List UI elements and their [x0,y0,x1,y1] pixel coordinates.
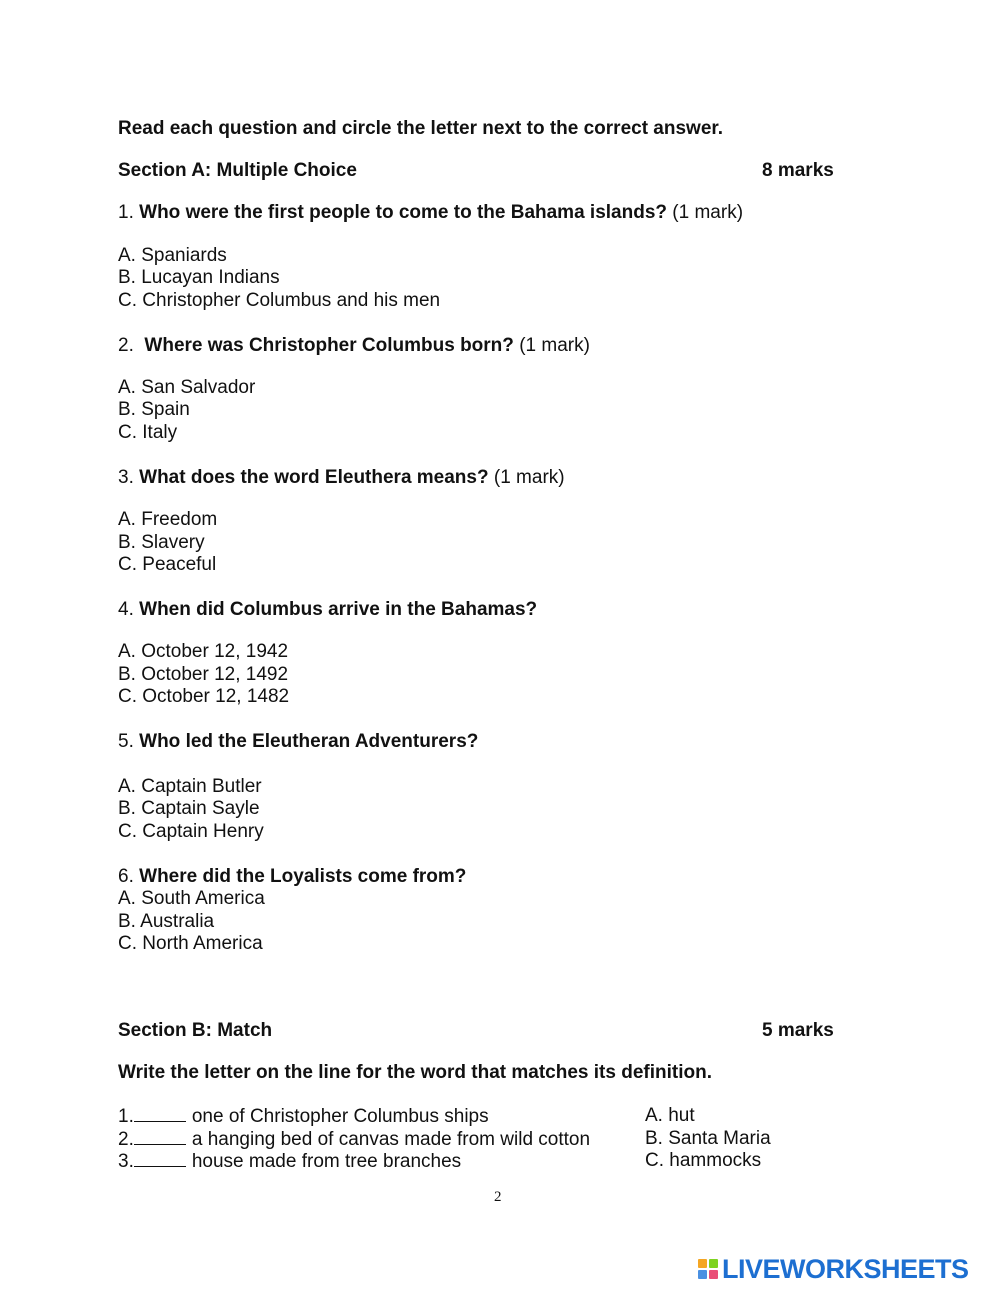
question-4 [118,599,537,621]
match-item-3 [118,1150,461,1173]
match-definition: one of Christopher Columbus ships [191,1106,489,1127]
option-1b[interactable]: B. Lucayan Indians [118,267,280,288]
section-b-marks: 5 marks [762,1020,834,1041]
match-definition: a hanging bed of canvas made from wild cotton [191,1129,591,1150]
question-3 [118,467,565,489]
question-6 [118,866,466,888]
question-mark-note: (1 mark) [519,335,590,356]
section-a-marks: 8 marks [762,160,834,181]
match-number: 3. [118,1151,134,1172]
question-text: Who were the first people to come to the Bahama islands? [139,202,668,223]
option-2b[interactable]: B. Spain [118,399,190,420]
page-number: 2 [494,1189,502,1205]
question-5 [118,731,478,753]
liveworksheets-brand: LIVEWORKSHEETS [722,1253,969,1284]
option-6b[interactable]: B. Australia [118,911,215,932]
option-3a[interactable]: A. Freedom [118,509,218,530]
match-definition: house made from tree branches [191,1151,462,1172]
option-1a[interactable]: A. Spaniards [118,245,227,266]
match-answer-1: A. hut [645,1105,695,1126]
option-1c[interactable]: C. Christopher Columbus and his men [118,290,441,311]
question-number: 6. [118,866,134,887]
match-answer-3: C. hammocks [645,1150,762,1171]
question-text: What does the word Eleuthera means? [139,467,489,488]
match-item-1 [118,1105,489,1128]
liveworksheets-icon [698,1259,718,1279]
option-6a[interactable]: A. South America [118,888,265,909]
question-number: 2. [118,335,134,356]
question-text: Where did the Loyalists come from? [139,866,467,887]
answer-blank[interactable] [134,1105,186,1122]
option-5a[interactable]: A. Captain Butler [118,776,262,797]
option-2c[interactable]: C. Italy [118,422,178,443]
option-4c[interactable]: C. October 12, 1482 [118,686,290,707]
question-text: Where was Christopher Columbus born? [144,335,514,356]
option-3b[interactable]: B. Slavery [118,532,205,553]
question-text: When did Columbus arrive in the Bahamas? [139,599,538,620]
liveworksheets-logo[interactable] [698,1254,969,1284]
match-item-2 [118,1128,590,1151]
question-2 [118,335,590,357]
question-text: Who led the Eleutheran Adventurers? [139,731,479,752]
section-b-title: Section B: Match [118,1020,273,1041]
question-1 [118,202,743,224]
option-5c[interactable]: C. Captain Henry [118,821,264,842]
option-5b[interactable]: B. Captain Sayle [118,798,260,819]
option-3c[interactable]: C. Peaceful [118,554,217,575]
match-number: 1. [118,1106,134,1127]
match-answer-2: B. Santa Maria [645,1128,771,1149]
question-number: 3. [118,467,134,488]
answer-blank[interactable] [134,1128,186,1145]
question-mark-note: (1 mark) [493,467,565,488]
match-number: 2. [118,1129,134,1150]
question-number: 4. [118,599,134,620]
section-b-instructions: Write the letter on the line for the word that matches its definition. [118,1062,712,1083]
instructions-text: Read each question and circle the letter next to the correct answer. [118,118,724,139]
question-number: 1. [118,202,134,223]
option-2a[interactable]: A. San Salvador [118,377,256,398]
answer-blank[interactable] [134,1150,186,1167]
option-4b[interactable]: B. October 12, 1492 [118,664,289,685]
question-number: 5. [118,731,134,752]
option-4a[interactable]: A. October 12, 1942 [118,641,289,662]
question-mark-note: (1 mark) [672,202,744,223]
section-a-title: Section A: Multiple Choice [118,160,357,181]
option-6c[interactable]: C. North America [118,933,263,954]
